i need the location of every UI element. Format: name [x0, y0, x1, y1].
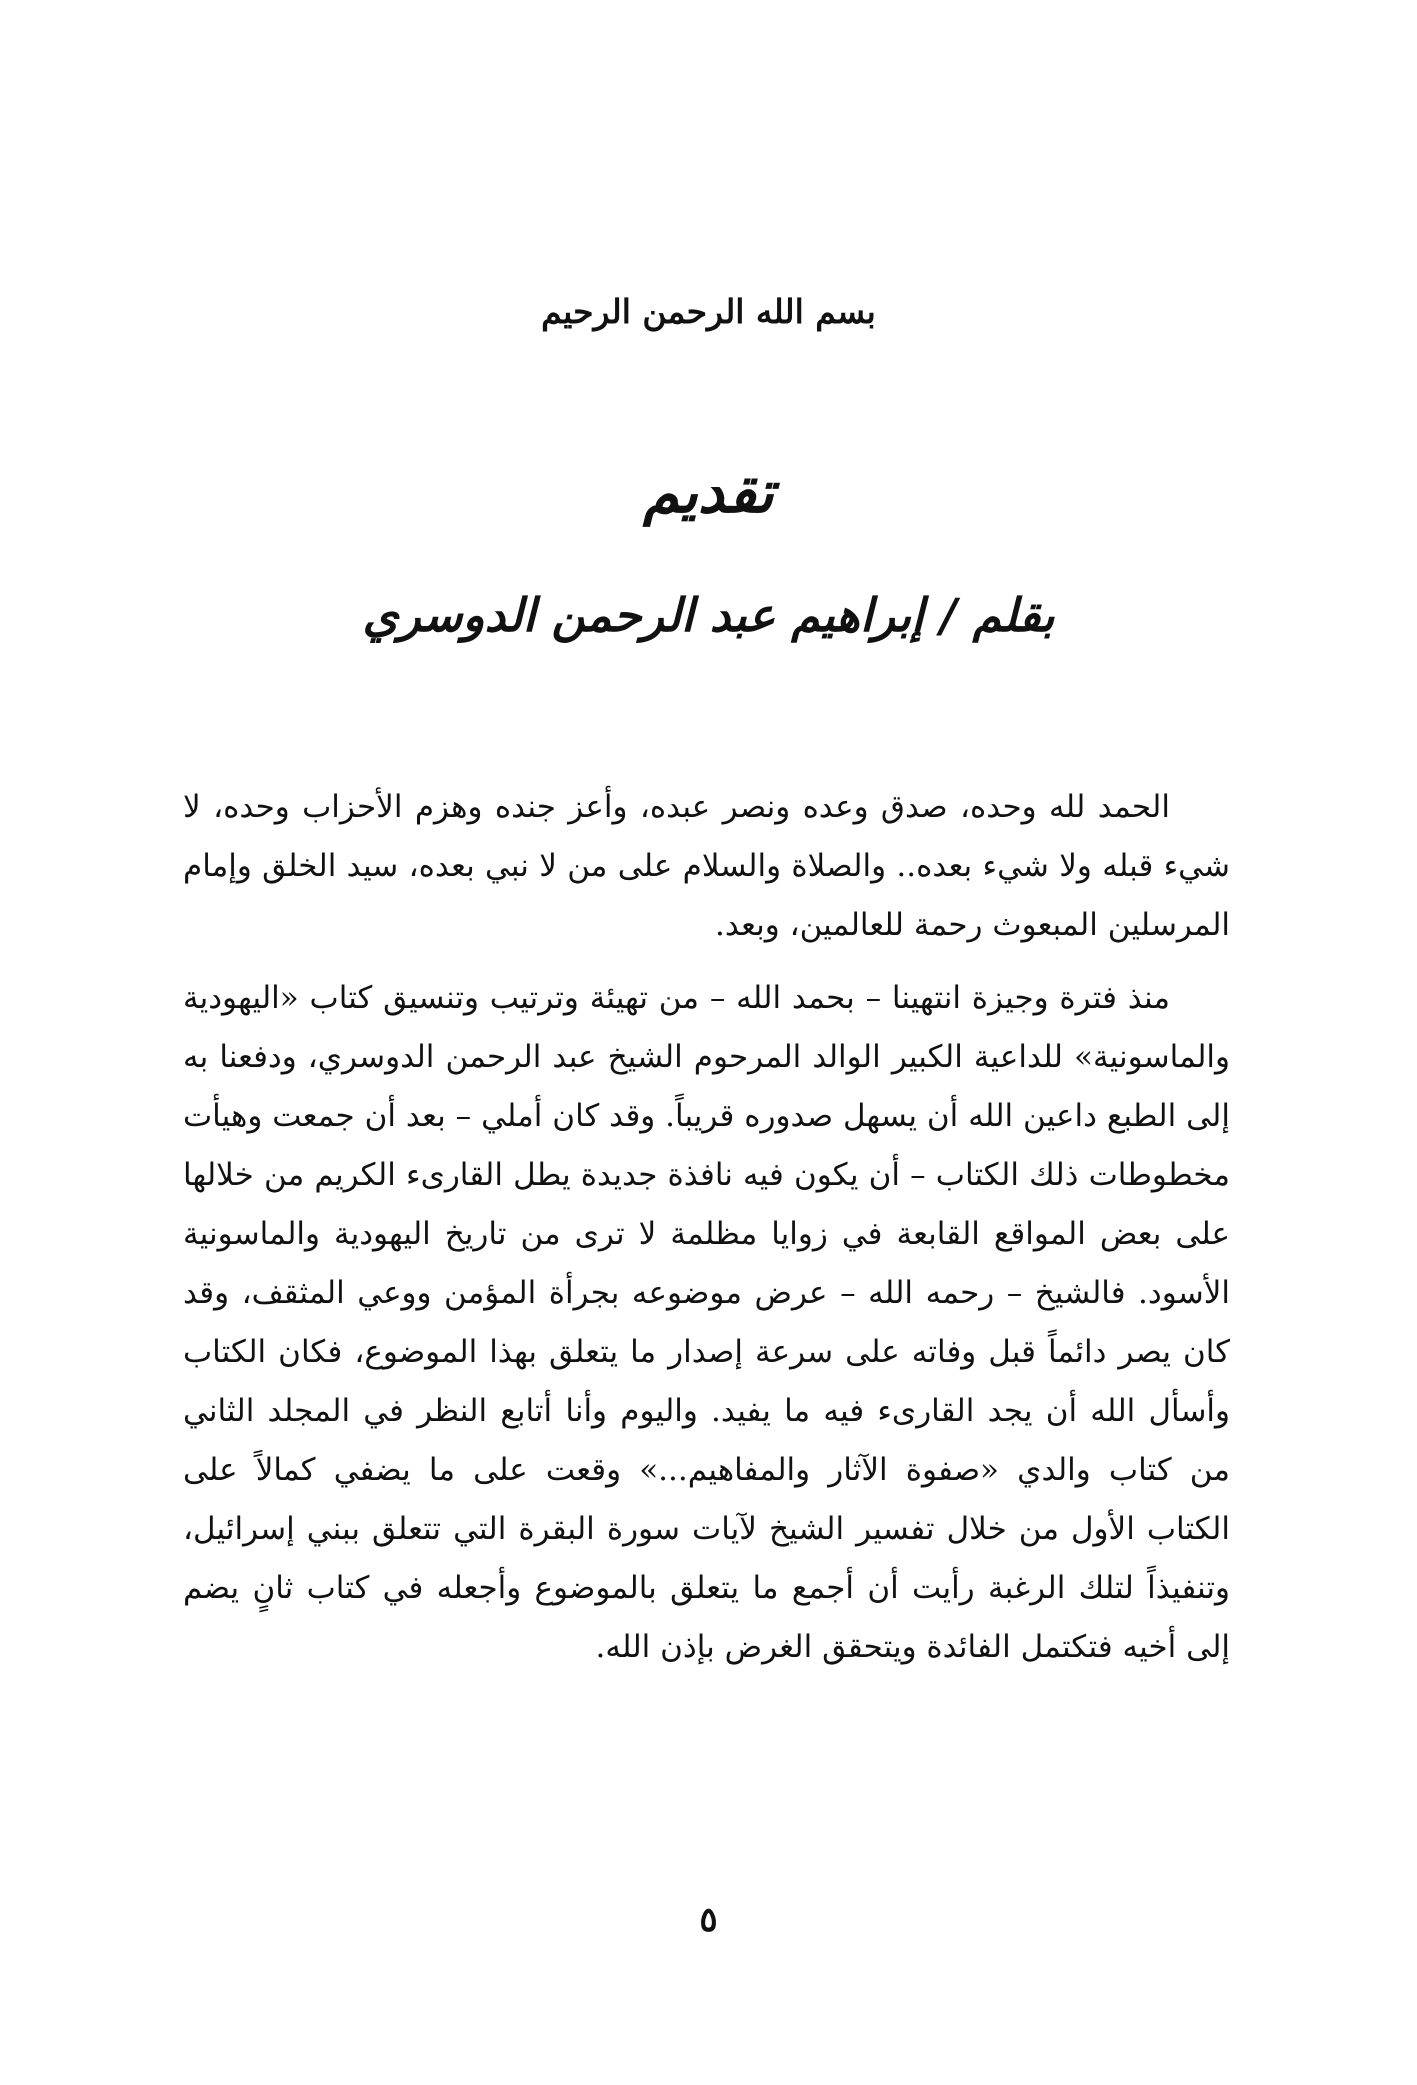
paragraph-1: الحمد لله وحده، صدق وعده ونصر عبده، وأعز جنده وهزم الأحزاب وحده، لا شيء قبله ولا شيء بعده.. والصلاة والسلام على من لا نبي بعده، سيد الخلق وإمام المرسلين المبعوث رحمة للعالمين، وبعد.	[183, 789, 1230, 943]
page-number: ٥	[699, 1900, 718, 1940]
basmala-heading: بسم الله الرحمن الرحيم	[541, 292, 876, 331]
page-title: تقديم	[643, 458, 774, 526]
paragraph-2: منذ فترة وجيزة انتهينا – بحمد الله – من تهيئة وترتيب وتنسيق كتاب «اليهودية والماسونية» للداعية الكبير الوالد المرحوم الشيخ عبد الرحمن الدوسري، ودفعنا به إلى الطبع داعين الله أن يسهل صدوره قريباً. وقد كان أملي – بعد أن جمعت وهيأت مخطوطات ذلك الكتاب – أن يكون فيه نافذة جديدة يطل القارىء الكريم من خلالها على بعض المواقع القابعة في زوايا مظلمة لا ترى من تاريخ اليهودية والماسونية الأسود. فالشيخ – رحمه الله – عرض موضوعه بجرأة المؤمن ووعي المثقف، وقد كان يصر دائماً قبل وفاته على سرعة إصدار ما يتعلق بهذا الموضوع، فكان الكتاب وأسأل الله أن يجد القارىء فيه ما يفيد. واليوم وأنا أتابع النظر في المجلد الثاني من كتاب والدي «صفوة الآثار والمفاهيم...» وقعت على ما يضفي كمالاً على الكتاب الأول من خلال تفسير الشيخ لآيات سورة البقرة التي تتعلق ببني إسرائيل، وتنفيذاً لتلك الرغبة رأيت أن أجمع ما يتعلق بالموضوع وأجعله في كتاب ثانٍ يضم إلى أخيه فتكتمل الفائدة ويتحقق الغرض بإذن الله.	[183, 980, 1230, 1665]
author-byline: بقلم / إبراهيم عبد الرحمن الدوسري	[362, 588, 1055, 642]
body-text	[183, 778, 1230, 1677]
